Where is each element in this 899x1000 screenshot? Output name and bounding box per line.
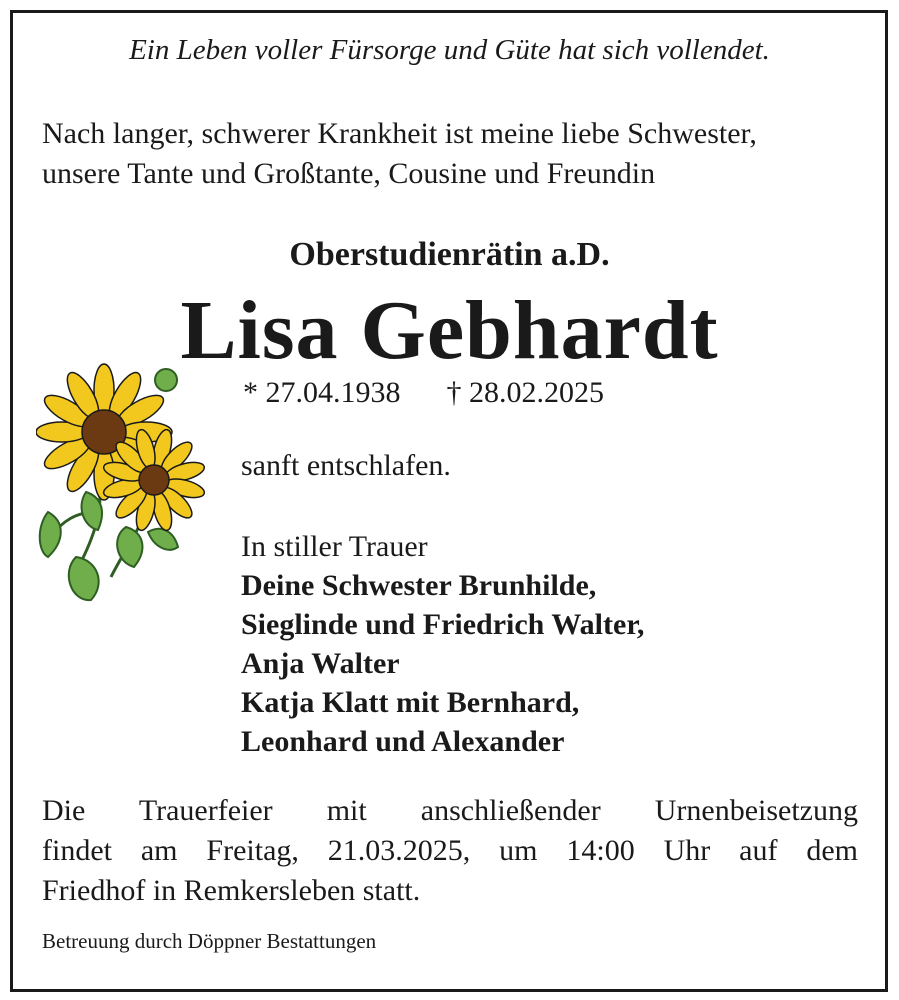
academic-title: Oberstudienrätin a.D. xyxy=(289,236,610,273)
deceased-name: Lisa Gebhardt xyxy=(180,284,719,377)
mourner-line: Katja Klatt mit Bernhard, xyxy=(241,686,580,719)
passed-text: sanft entschlafen. xyxy=(241,449,451,482)
mourner-line: Sieglinde und Friedrich Walter, xyxy=(241,608,645,641)
birth-date: * 27.04.1938 xyxy=(243,376,401,409)
death-date: † 28.02.2025 xyxy=(446,376,604,409)
funeral-home: Betreuung durch Döppner Bestattungen xyxy=(42,929,377,953)
ceremony-text xyxy=(42,791,858,911)
intro-line: Nach langer, schwerer Krankheit ist meine liebe Schwester, xyxy=(42,117,757,150)
mourners-block xyxy=(241,527,644,761)
ceremony-line: findet am Freitag, 21.03.2025, um 14:00 Uhr auf dem xyxy=(42,834,858,867)
intro-line: unsere Tante und Großtante, Cousine und Freundin xyxy=(42,157,656,190)
mourner-line: Leonhard und Alexander xyxy=(241,725,565,758)
ceremony-line: Die Trauerfeier mit anschließender Urnenbeisetzung xyxy=(42,794,858,827)
intro-text xyxy=(42,114,862,194)
life-dates xyxy=(243,376,650,410)
sunflower-icon xyxy=(36,362,206,607)
mourner-line: Anja Walter xyxy=(241,647,400,680)
mourner-line: Deine Schwester Brunhilde, xyxy=(241,569,597,602)
motto: Ein Leben voller Fürsorge und Güte hat sich vollendet. xyxy=(129,34,770,66)
mourning-intro: In stiller Trauer xyxy=(241,530,428,563)
sunflower-small xyxy=(102,428,206,533)
ceremony-line: Friedhof in Remkersleben statt. xyxy=(42,874,421,907)
